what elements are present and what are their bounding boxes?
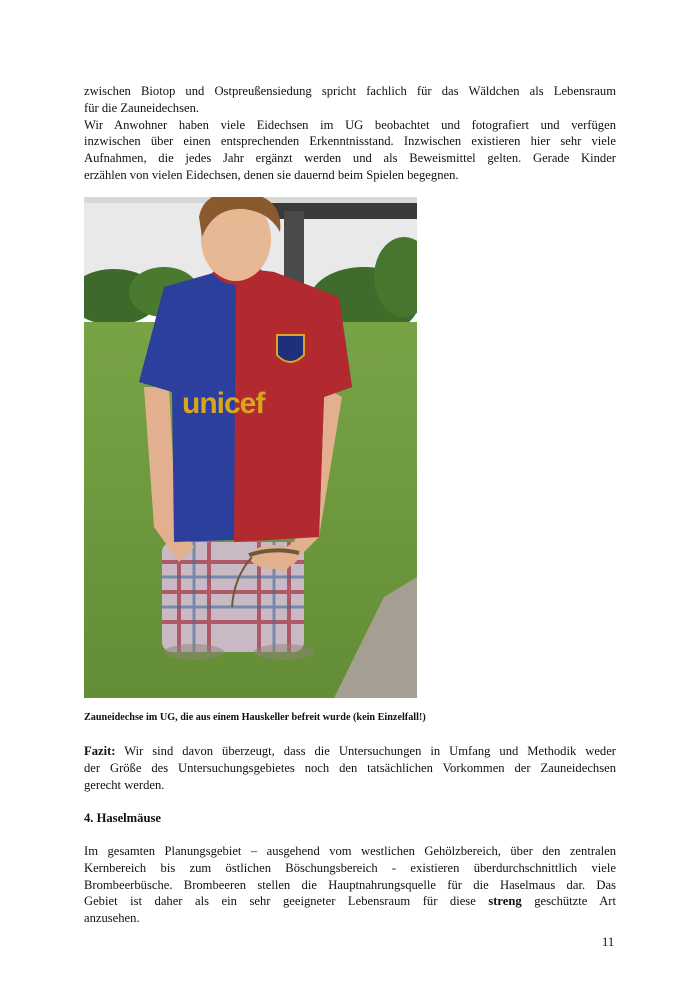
text-line: zwischen Biotop und Ostpreußensiedung spricht fachlich für das Wäldchen als Lebensraum: [84, 84, 616, 98]
text-line: erzählen von vielen Eidechsen, denen sie dauernd beim Spielen begegnen.: [84, 167, 459, 182]
text-line: Kernbereich bis zum östlichen Böschungsbereich - existieren überdurchschnittlich viele: [84, 860, 616, 875]
fazit-label: Fazit:: [84, 744, 116, 758]
text-line: anzusehen.: [84, 911, 140, 926]
text-line: gerecht werden.: [84, 777, 165, 792]
photo-caption: Zauneidechse im UG, die aus einem Hauskeller befreit wurde (kein Einzelfall!): [84, 712, 426, 723]
section-heading: 4. Haselmäuse: [84, 811, 161, 825]
paragraph-fazit: [84, 743, 616, 793]
text-line: Wir Anwohner haben viele Eidechsen im UG beobachtet und fotografiert und verfügen: [84, 117, 616, 132]
page-number: 11: [602, 935, 615, 949]
text-segment: geschützte Art: [521, 894, 616, 909]
text-line: [84, 893, 616, 910]
emphasis-streng: streng: [488, 894, 522, 909]
text-line: [84, 743, 616, 760]
text-line: Im gesamten Planungsgebiet – ausgehend vom westlichen Gehölzbereich, über den zentralen: [84, 844, 616, 858]
text-line: Aufnahmen, die jedes Jahr ergänzt werden und als Beweismittel gelten. Gerade Kinder: [84, 151, 616, 166]
photo-boy-holding-lizard: [84, 197, 417, 698]
shirt-logo-text: unicef: [182, 387, 265, 420]
text-line: für die Zauneidechsen.: [84, 100, 200, 115]
paragraph-haselmaeuse: [84, 843, 616, 927]
text-segment: Gebiet ist daher als ein sehr geeigneter Lebensraum für diese: [84, 894, 489, 909]
paragraph-zauneidechsen-observations: [84, 83, 616, 184]
fazit-text: Wir sind davon überzeugt, dass die Untersuchungen in Umfang und Methodik weder: [115, 744, 616, 758]
text-line: Brombeerbüsche. Brombeeren stellen die Hauptnahrungsquelle für die Haselmaus dar. Das: [84, 877, 616, 892]
text-line: der Größe des Untersuchungsgebietes noch den tatsächlichen Vorkommen der Zauneidechsen: [84, 760, 616, 775]
text-line: inzwischen über einen entsprechenden Erkenntnisstand. Inzwischen existieren hier sehr viele: [84, 134, 616, 149]
